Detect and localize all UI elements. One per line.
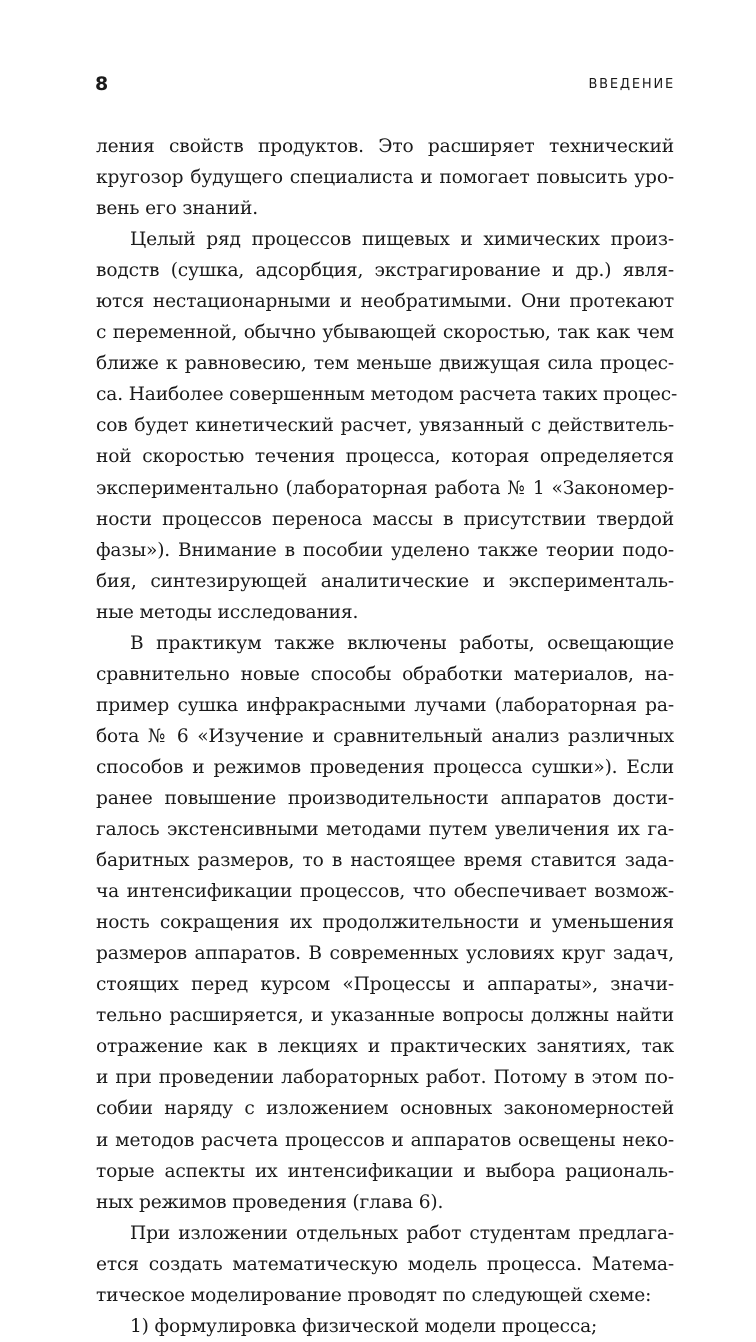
text-line: размеров аппаратов. В современных условиях круг задач,: [96, 943, 674, 965]
paragraph-2: [96, 224, 678, 628]
text-line: вень его знаний.: [96, 198, 259, 220]
text-line: ранее повышение производительности аппаратов дости-: [96, 787, 674, 809]
page-number: 8: [95, 73, 109, 95]
list-item: [96, 1311, 674, 1342]
text-line: ные методы исследования.: [96, 601, 359, 623]
text-line: сов будет кинетический расчет, увязанный с действитель-: [96, 415, 674, 437]
text-line: экспериментально (лабораторная работа № 1 «Закономер-: [96, 477, 674, 499]
text-line: ность сокращения их продолжительности и уменьшения: [96, 912, 674, 934]
text-line: водств (сушка, адсорбция, экстрагирование и др.) явля-: [96, 260, 674, 282]
paragraph-1: [96, 131, 674, 224]
text-line: бия, синтезирующей аналитические и эксперименталь-: [96, 570, 674, 592]
text-line: ближе к равновесию, тем меньше движущая сила процес-: [96, 353, 674, 375]
text-body: [96, 131, 678, 1342]
running-head: ВВЕДЕНИЕ: [588, 77, 675, 92]
text-line: ются нестационарными и необратимыми. Они протекают: [96, 291, 674, 313]
text-line: стоящих перед курсом «Процессы и аппараты», значи-: [96, 974, 674, 996]
paragraph-4: [96, 1218, 674, 1311]
text-line: баритных размеров, то в настоящее время ставится зада-: [96, 850, 674, 872]
text-line: бота № 6 «Изучение и сравнительный анализ различных: [96, 725, 674, 747]
text-line: отражение как в лекциях и практических занятиях, так: [96, 1036, 674, 1058]
page-header: [95, 72, 675, 102]
text-line: ной скоростью течения процесса, которая определяется: [96, 446, 674, 468]
text-line: тическое моделирование проводят по следующей схеме:: [96, 1284, 652, 1306]
text-line: са. Наиболее совершенным методом расчета таких процес-: [96, 384, 678, 406]
text-line: ности процессов переноса массы в присутствии твердой: [96, 508, 674, 530]
text-line: Целый ряд процессов пищевых и химических произ-: [130, 229, 674, 251]
text-line: В практикум также включены работы, освещающие: [130, 632, 674, 654]
paragraph-3: [96, 628, 674, 1218]
text-line: ча интенсификации процессов, что обеспечивает возмож-: [96, 881, 674, 903]
text-line: с переменной, обычно убывающей скоростью, так как чем: [96, 322, 674, 344]
text-line: ных режимов проведения (глава 6).: [96, 1191, 444, 1213]
text-line: пример сушка инфракрасными лучами (лабораторная ра-: [96, 694, 674, 716]
text-line: способов и режимов проведения процесса сушки»). Если: [96, 756, 674, 778]
text-line: 1) формулировка физической модели процесса;: [130, 1315, 598, 1337]
text-line: ления свойств продуктов. Это расширяет технический: [96, 136, 674, 157]
text-line: галось экстенсивными методами путем увеличения их га-: [96, 819, 674, 841]
text-line: тельно расширяется, и указанные вопросы должны найти: [96, 1005, 674, 1027]
text-line: сравнительно новые способы обработки материалов, на-: [96, 663, 674, 685]
text-line: торые аспекты их интенсификации и выбора рациональ-: [96, 1160, 674, 1182]
text-line: ется создать математическую модель процесса. Матема-: [96, 1253, 674, 1275]
text-line: собии наряду с изложением основных закономерностей: [96, 1098, 674, 1120]
text-line: кругозор будущего специалиста и помогает повысить уро-: [96, 167, 674, 189]
text-line: и при проведении лабораторных работ. Потому в этом по-: [96, 1067, 674, 1089]
text-line: При изложении отдельных работ студентам предлага-: [130, 1222, 674, 1244]
text-line: и методов расчета процессов и аппаратов освещены неко-: [96, 1129, 674, 1151]
text-line: фазы»). Внимание в пособии уделено также теории подо-: [96, 539, 674, 561]
